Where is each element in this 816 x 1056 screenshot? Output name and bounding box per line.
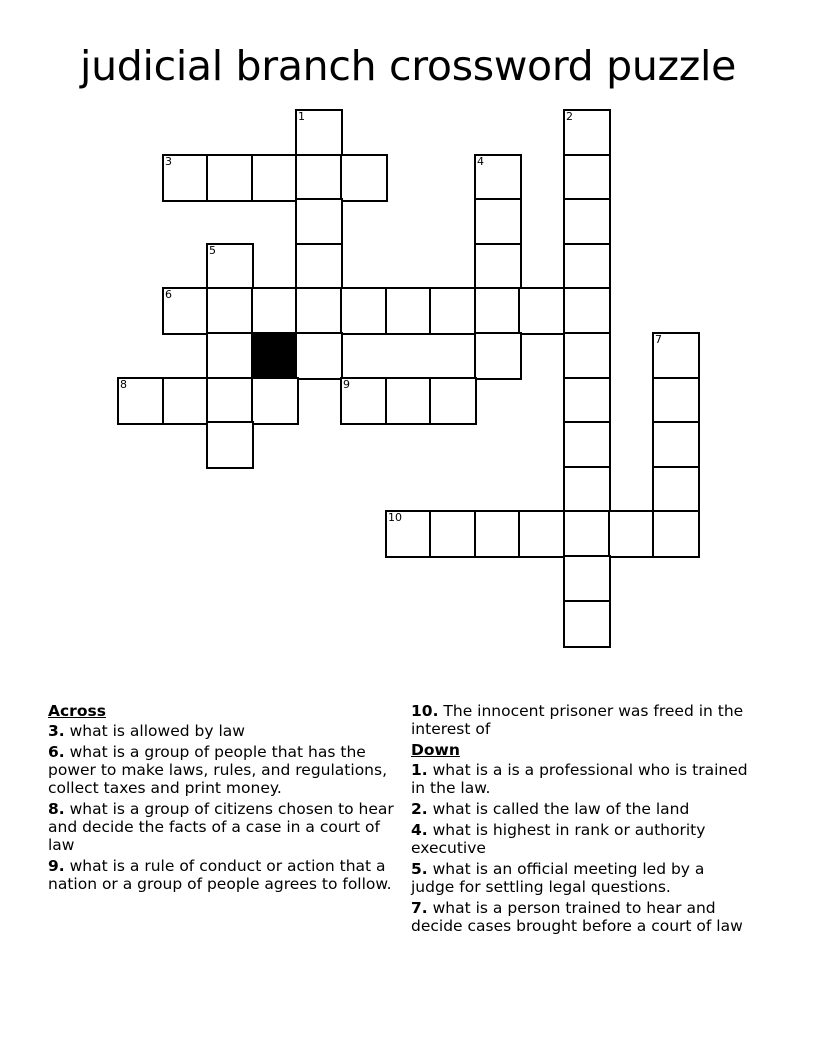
crossword-cell[interactable]	[162, 287, 210, 335]
crossword-cell[interactable]	[429, 377, 477, 425]
crossword-cell[interactable]	[295, 109, 343, 157]
clue-number-label: 10	[388, 511, 402, 524]
clue-number-label: 5	[209, 244, 216, 257]
clue-text: what is allowed by law	[69, 722, 245, 740]
crossword-cell[interactable]	[518, 510, 566, 558]
clue-number: 1.	[411, 761, 428, 779]
crossword-cell[interactable]	[563, 466, 611, 514]
clue-text: what is a person trained to hear and decide cases brought before a court of law	[411, 899, 743, 935]
crossword-cell[interactable]	[295, 243, 343, 291]
crossword-cell[interactable]	[563, 243, 611, 291]
crossword-cell[interactable]	[295, 332, 343, 380]
page-title: judicial branch crossword puzzle	[79, 42, 736, 90]
crossword-cell[interactable]	[652, 332, 700, 380]
clue-down-4	[411, 821, 751, 857]
clue-number-label: 4	[477, 155, 484, 168]
crossword-cell[interactable]	[251, 154, 299, 202]
crossword-cell[interactable]	[563, 198, 611, 246]
clue-number: 9.	[48, 857, 65, 875]
crossword-cell[interactable]	[117, 377, 165, 425]
crossword-cell[interactable]	[474, 332, 522, 380]
clue-down-2	[411, 800, 751, 818]
crossword-cell[interactable]	[474, 287, 522, 335]
clue-down-5	[411, 860, 751, 896]
clue-across-10	[411, 702, 751, 738]
crossword-cell[interactable]	[385, 287, 433, 335]
crossword-cell[interactable]	[340, 287, 388, 335]
crossword-cell[interactable]	[206, 332, 254, 380]
crossword-cell[interactable]	[162, 377, 210, 425]
crossword-cell[interactable]	[206, 243, 254, 291]
clue-number-label: 1	[298, 110, 305, 123]
clue-number: 2.	[411, 800, 428, 818]
clue-text: what is called the law of the land	[432, 800, 690, 818]
crossword-cell[interactable]	[563, 109, 611, 157]
down-heading: Down	[411, 741, 460, 759]
crossword-cell[interactable]	[295, 198, 343, 246]
crossword-cell[interactable]	[563, 287, 611, 335]
crossword-cell[interactable]	[429, 510, 477, 558]
crossword-cell[interactable]	[563, 332, 611, 380]
clue-number-label: 8	[120, 378, 127, 391]
crossword-cell[interactable]	[652, 377, 700, 425]
crossword-cell[interactable]	[563, 154, 611, 202]
clue-number-label: 7	[655, 333, 662, 346]
crossword-cell[interactable]	[563, 600, 611, 648]
crossword-cell[interactable]	[518, 287, 566, 335]
crossword-cell[interactable]	[474, 510, 522, 558]
crossword-cell[interactable]	[652, 466, 700, 514]
crossword-cell[interactable]	[563, 377, 611, 425]
clue-number: 5.	[411, 860, 428, 878]
crossword-cell[interactable]	[608, 510, 656, 558]
clue-text: what is highest in rank or authority executive	[411, 821, 706, 857]
across-heading: Across	[48, 702, 106, 720]
crossword-block-cell	[251, 332, 299, 380]
clue-text: what is a group of people that has the power to make laws, rules, and regulations, collect taxes and print money.	[48, 743, 388, 797]
clue-down-7	[411, 899, 751, 935]
crossword-cell[interactable]	[474, 154, 522, 202]
crossword-cell[interactable]	[340, 377, 388, 425]
crossword-cell[interactable]	[251, 377, 299, 425]
clue-number: 10.	[411, 702, 439, 720]
clue-across-9	[48, 857, 398, 893]
clue-text: The innocent prisoner was freed in the interest of	[411, 702, 744, 738]
crossword-cell[interactable]	[385, 377, 433, 425]
clue-number: 6.	[48, 743, 65, 761]
crossword-cell[interactable]	[251, 287, 299, 335]
crossword-cell[interactable]	[563, 421, 611, 469]
clue-text: what is a is a professional who is trained in the law.	[411, 761, 748, 797]
crossword-cell[interactable]	[340, 154, 388, 202]
crossword-cell[interactable]	[206, 287, 254, 335]
crossword-cell[interactable]	[652, 421, 700, 469]
clue-number: 8.	[48, 800, 65, 818]
clue-across-8	[48, 800, 398, 854]
clue-number-label: 6	[165, 288, 172, 301]
clues-column-right	[411, 702, 751, 938]
crossword-cell[interactable]	[206, 154, 254, 202]
clue-number: 7.	[411, 899, 428, 917]
crossword-cell[interactable]	[206, 421, 254, 469]
crossword-cell[interactable]	[429, 287, 477, 335]
clue-across-6	[48, 743, 398, 797]
clue-text: what is an official meeting led by a judge for settling legal questions.	[411, 860, 705, 896]
clue-down-1	[411, 761, 751, 797]
crossword-cell[interactable]	[474, 243, 522, 291]
crossword-cell[interactable]	[474, 198, 522, 246]
clues-column-left	[48, 702, 398, 896]
crossword-cell[interactable]	[652, 510, 700, 558]
clue-number: 3.	[48, 722, 65, 740]
clue-text: what is a group of citizens chosen to hear and decide the facts of a case in a court of law	[48, 800, 394, 854]
crossword-cell[interactable]	[385, 510, 433, 558]
clue-number-label: 3	[165, 155, 172, 168]
clue-number-label: 2	[566, 110, 573, 123]
crossword-cell[interactable]	[563, 510, 611, 558]
clue-text: what is a rule of conduct or action that a nation or a group of people agrees to follow.	[48, 857, 392, 893]
clue-number: 4.	[411, 821, 428, 839]
crossword-cell[interactable]	[295, 154, 343, 202]
crossword-cell[interactable]	[563, 555, 611, 603]
clue-number-label: 9	[343, 378, 350, 391]
clue-across-3	[48, 722, 398, 740]
crossword-cell[interactable]	[162, 154, 210, 202]
crossword-cell[interactable]	[206, 377, 254, 425]
crossword-cell[interactable]	[295, 287, 343, 335]
